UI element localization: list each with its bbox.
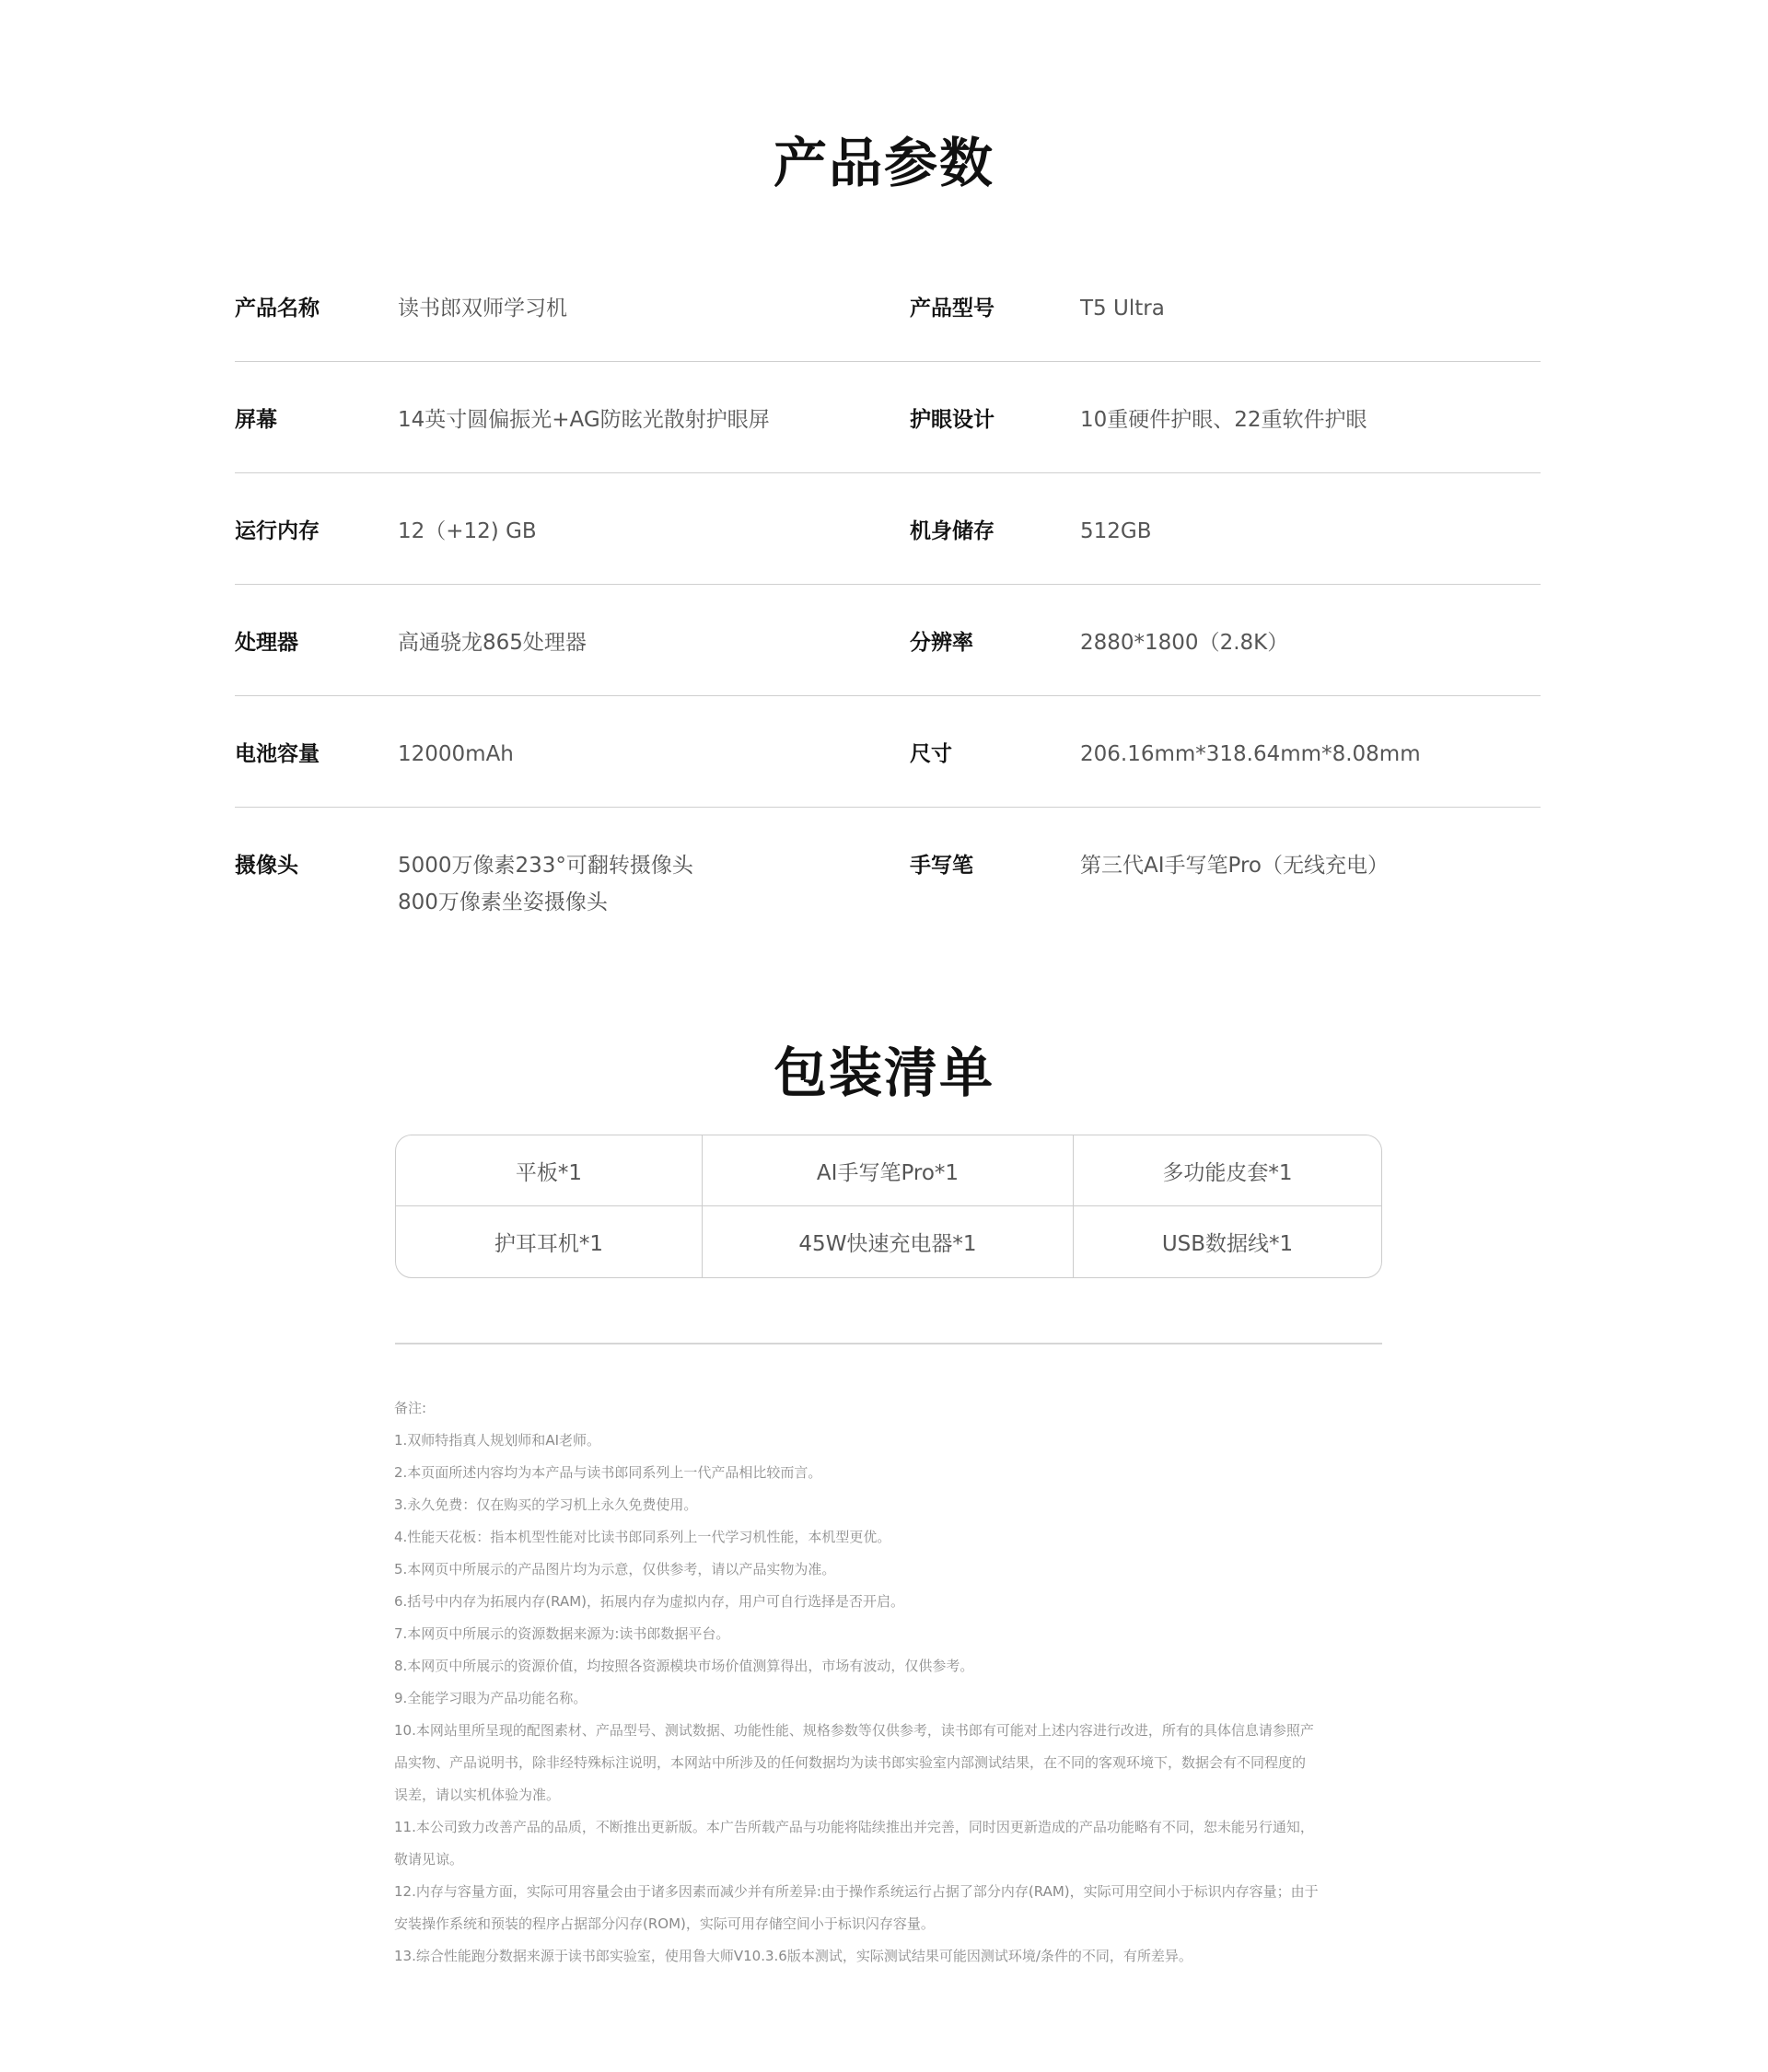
package-item: 平板*1 bbox=[396, 1135, 703, 1206]
package-item: AI手写笔Pro*1 bbox=[703, 1135, 1074, 1206]
note-line: 安装操作系统和预装的程序占据部分闪存(ROM)，实际可用存储空间小于标识闪存容量。 bbox=[394, 1915, 935, 1932]
spec-label: 运行内存 bbox=[235, 519, 320, 543]
spec-value: 512GB bbox=[1080, 519, 1152, 543]
spec-value: 206.16mm*318.64mm*8.08mm bbox=[1080, 742, 1421, 766]
note-line: 3.永久免费：仅在购买的学习机上永久免费使用。 bbox=[394, 1496, 698, 1513]
spec-value: 第三代AI手写笔Pro（无线充电） bbox=[1080, 854, 1390, 878]
notes-heading: 备注: bbox=[394, 1400, 427, 1416]
spec-value: 12000mAh bbox=[398, 742, 514, 766]
spec-value: 10重硬件护眼、22重软件护眼 bbox=[1080, 408, 1367, 432]
package-section-title: 包装清单 bbox=[773, 1042, 994, 1104]
package-list bbox=[395, 1135, 1382, 1278]
package-item: USB数据线*1 bbox=[1161, 1232, 1294, 1256]
spec-label: 尺寸 bbox=[910, 742, 952, 766]
spec-label: 产品型号 bbox=[910, 297, 994, 320]
spec-value: 12（+12) GB bbox=[398, 519, 537, 543]
spec-value: 高通骁龙865处理器 bbox=[398, 631, 587, 655]
spec-label: 产品名称 bbox=[235, 297, 320, 320]
note-line: 敬请见谅。 bbox=[394, 1851, 464, 1868]
spec-label: 机身储存 bbox=[910, 519, 994, 543]
spec-label: 摄像头 bbox=[235, 854, 298, 878]
spec-section-title: 产品参数 bbox=[773, 132, 994, 194]
spec-value: T5 Ultra bbox=[1080, 297, 1165, 320]
spec-value: 5000万像素233°可翻转摄像头 800万像素坐姿摄像头 bbox=[398, 854, 693, 914]
note-line: 7.本网页中所展示的资源数据来源为:读书郎数据平台。 bbox=[394, 1625, 730, 1642]
spec-row bbox=[235, 250, 1541, 362]
spec-label: 护眼设计 bbox=[910, 408, 994, 432]
note-line: 11.本公司致力改善产品的品质，不断推出更新版。本广告所载产品与功能将陆续推出并完善，同时因更新造成的产品功能略有不同，恕未能另行通知， bbox=[394, 1819, 1314, 1835]
spec-row bbox=[235, 473, 1541, 585]
spec-label: 分辨率 bbox=[910, 631, 973, 655]
package-item: 45W快速充电器*1 bbox=[703, 1206, 1074, 1277]
notes-block bbox=[394, 1392, 1389, 1973]
note-line: 品实物、产品说明书，除非经特殊标注说明，本网站中所涉及的任何数据均为读书郎实验室内部测试结果，在不同的客观环境下，数据会有不同程度的 bbox=[394, 1754, 1307, 1771]
spec-label: 处理器 bbox=[235, 631, 298, 655]
package-item: 护耳耳机*1 bbox=[396, 1206, 703, 1277]
spec-label: 手写笔 bbox=[910, 854, 973, 878]
note-line: 误差，请以实机体验为准。 bbox=[394, 1787, 561, 1803]
package-item: 多功能皮套*1 bbox=[1074, 1135, 1381, 1206]
spec-value: 2880*1800（2.8K） bbox=[1080, 631, 1289, 655]
note-line: 5.本网页中所展示的产品图片均为示意，仅供参考，请以产品实物为准。 bbox=[394, 1561, 836, 1577]
spec-row bbox=[235, 362, 1541, 473]
section-divider bbox=[395, 1343, 1382, 1344]
spec-row bbox=[235, 585, 1541, 696]
note-line: 10.本网站里所呈现的配图素材、产品型号、测试数据、功能性能、规格参数等仅供参考，读书郎有可能对上述内容进行改进，所有的具体信息请参照产 bbox=[394, 1722, 1314, 1739]
spec-table bbox=[235, 250, 1541, 946]
spec-row bbox=[235, 808, 1541, 946]
spec-value: 读书郎双师学习机 bbox=[398, 297, 567, 320]
note-line: 13.综合性能跑分数据来源于读书郎实验室，使用鲁大师V10.3.6版本测试，实际测试结果可能因测试环境/条件的不同，有所差异。 bbox=[394, 1948, 1192, 1964]
note-line: 1.双师特指真人规划师和AI老师。 bbox=[394, 1432, 600, 1449]
note-line: 2.本页面所述内容均为本产品与读书郎同系列上一代产品相比较而言。 bbox=[394, 1464, 822, 1481]
spec-label: 电池容量 bbox=[235, 742, 320, 766]
spec-label: 屏幕 bbox=[235, 408, 277, 432]
spec-row bbox=[235, 696, 1541, 808]
note-line: 4.性能天花板：指本机型性能对比读书郎同系列上一代学习机性能，本机型更优。 bbox=[394, 1529, 891, 1545]
note-line: 6.括号中内存为拓展内存(RAM)，拓展内存为虚拟内存，用户可自行选择是否开启。 bbox=[394, 1593, 905, 1610]
spec-value: 14英寸圆偏振光+AG防眩光散射护眼屏 bbox=[398, 408, 770, 432]
note-line: 12.内存与容量方面，实际可用容量会由于诸多因素而减少并有所差异:由于操作系统运行占据了部分内存(RAM)，实际可用空间小于标识内存容量；由于 bbox=[394, 1883, 1319, 1900]
note-line: 9.全能学习眼为产品功能名称。 bbox=[394, 1690, 587, 1706]
note-line: 8.本网页中所展示的资源价值，均按照各资源模块市场价值测算得出，市场有波动，仅供参考。 bbox=[394, 1658, 974, 1674]
